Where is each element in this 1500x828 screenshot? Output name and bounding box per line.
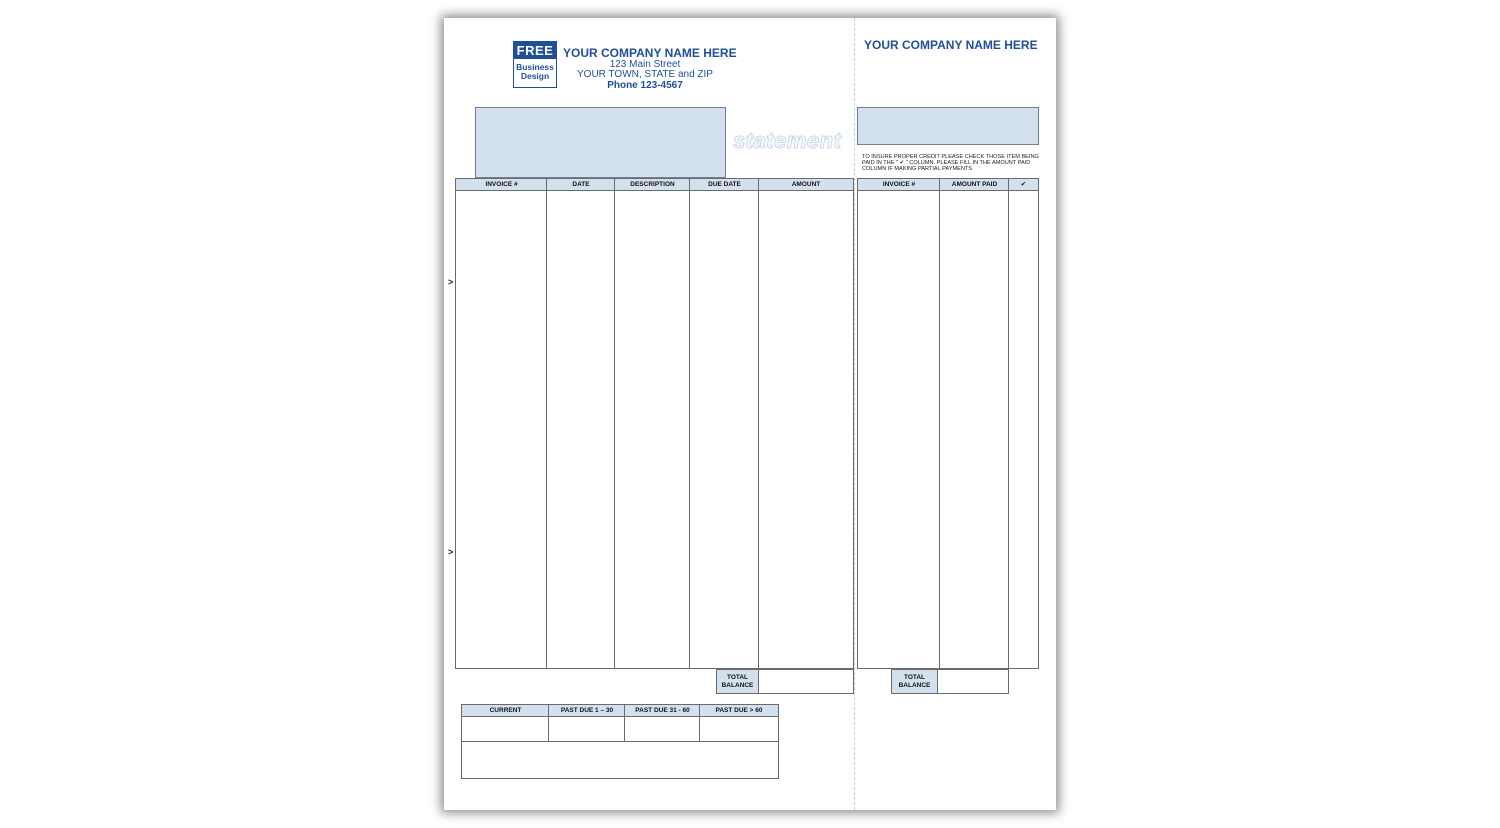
logo-free-text: FREE <box>514 42 556 59</box>
stub-company-name: YOUR COMPANY NAME HERE <box>864 38 1038 52</box>
logo-line-1: Business <box>516 62 554 72</box>
company-name: YOUR COMPANY NAME HERE <box>563 46 737 60</box>
stub-col-header-amount-paid: AMOUNT PAID <box>951 181 998 188</box>
stub-total-label-line-1: TOTAL <box>903 674 926 681</box>
aging-col-divider <box>699 705 700 741</box>
col-header-due-date: DUE DATE <box>708 181 741 188</box>
statement-form-page <box>444 18 1056 810</box>
col-header-date: DATE <box>572 181 590 188</box>
stub-table-header <box>858 179 1038 191</box>
company-street: 123 Main Street <box>609 59 681 70</box>
main-invoice-table <box>455 178 854 669</box>
margin-arrow-marker: > <box>448 277 454 287</box>
aging-col-past-due-1-30: PAST DUE 1 – 30 <box>560 707 614 714</box>
stub-total-balance-field <box>937 669 1009 694</box>
stub-address-box <box>857 107 1039 145</box>
stub-total-label-line-2: BALANCE <box>898 682 931 689</box>
main-table-header <box>456 179 853 191</box>
company-town: YOUR TOWN, STATE and ZIP <box>577 69 713 80</box>
stub-payment-table <box>857 178 1039 669</box>
col-divider <box>614 179 615 668</box>
logo-line-2: Design <box>520 71 550 81</box>
col-divider <box>1008 179 1009 668</box>
company-phone: Phone 123-4567 <box>607 80 683 91</box>
statement-watermark: statement <box>733 128 842 153</box>
stub-col-header-invoice: INVOICE # <box>882 181 916 188</box>
logo-business-design-text <box>514 60 556 87</box>
aging-table-header <box>462 705 778 717</box>
stub-payment-note: TO INSURE PROPER CREDIT PLEASE CHECK THOSE ITEM BEING PAID IN THE " ✔ " COLUMN. PLEASE FILL IN THE AMOUNT PAID COLUMN IF MAKING PARTIAL PAYMENTS <box>862 154 1039 173</box>
main-total-balance-label <box>716 669 759 694</box>
col-header-invoice: INVOICE # <box>485 181 518 188</box>
col-divider <box>689 179 690 668</box>
margin-arrow-marker: > <box>448 547 454 557</box>
perforation-line <box>854 18 855 810</box>
col-divider <box>939 179 940 668</box>
aging-col-divider <box>624 705 625 741</box>
col-header-amount: AMOUNT <box>791 181 821 188</box>
stub-total-balance-label <box>891 669 938 694</box>
customer-address-box <box>475 107 726 178</box>
aging-col-past-due-over-60: PAST DUE > 60 <box>715 707 763 714</box>
col-header-description: DESCRIPTION <box>630 181 675 188</box>
col-divider <box>758 179 759 668</box>
aging-col-past-due-31-60: PAST DUE 31 - 60 <box>635 707 690 714</box>
aging-col-divider <box>548 705 549 741</box>
col-divider <box>546 179 547 668</box>
aging-col-current: CURRENT <box>489 707 522 714</box>
business-design-logo <box>513 41 557 88</box>
aging-summary-table <box>461 704 779 779</box>
check-icon: ✔ <box>1020 181 1027 188</box>
main-total-balance-field <box>758 669 854 694</box>
total-label-line-2: BALANCE <box>721 682 754 689</box>
total-label-line-1: TOTAL <box>726 674 749 681</box>
aging-row-divider <box>462 741 778 742</box>
